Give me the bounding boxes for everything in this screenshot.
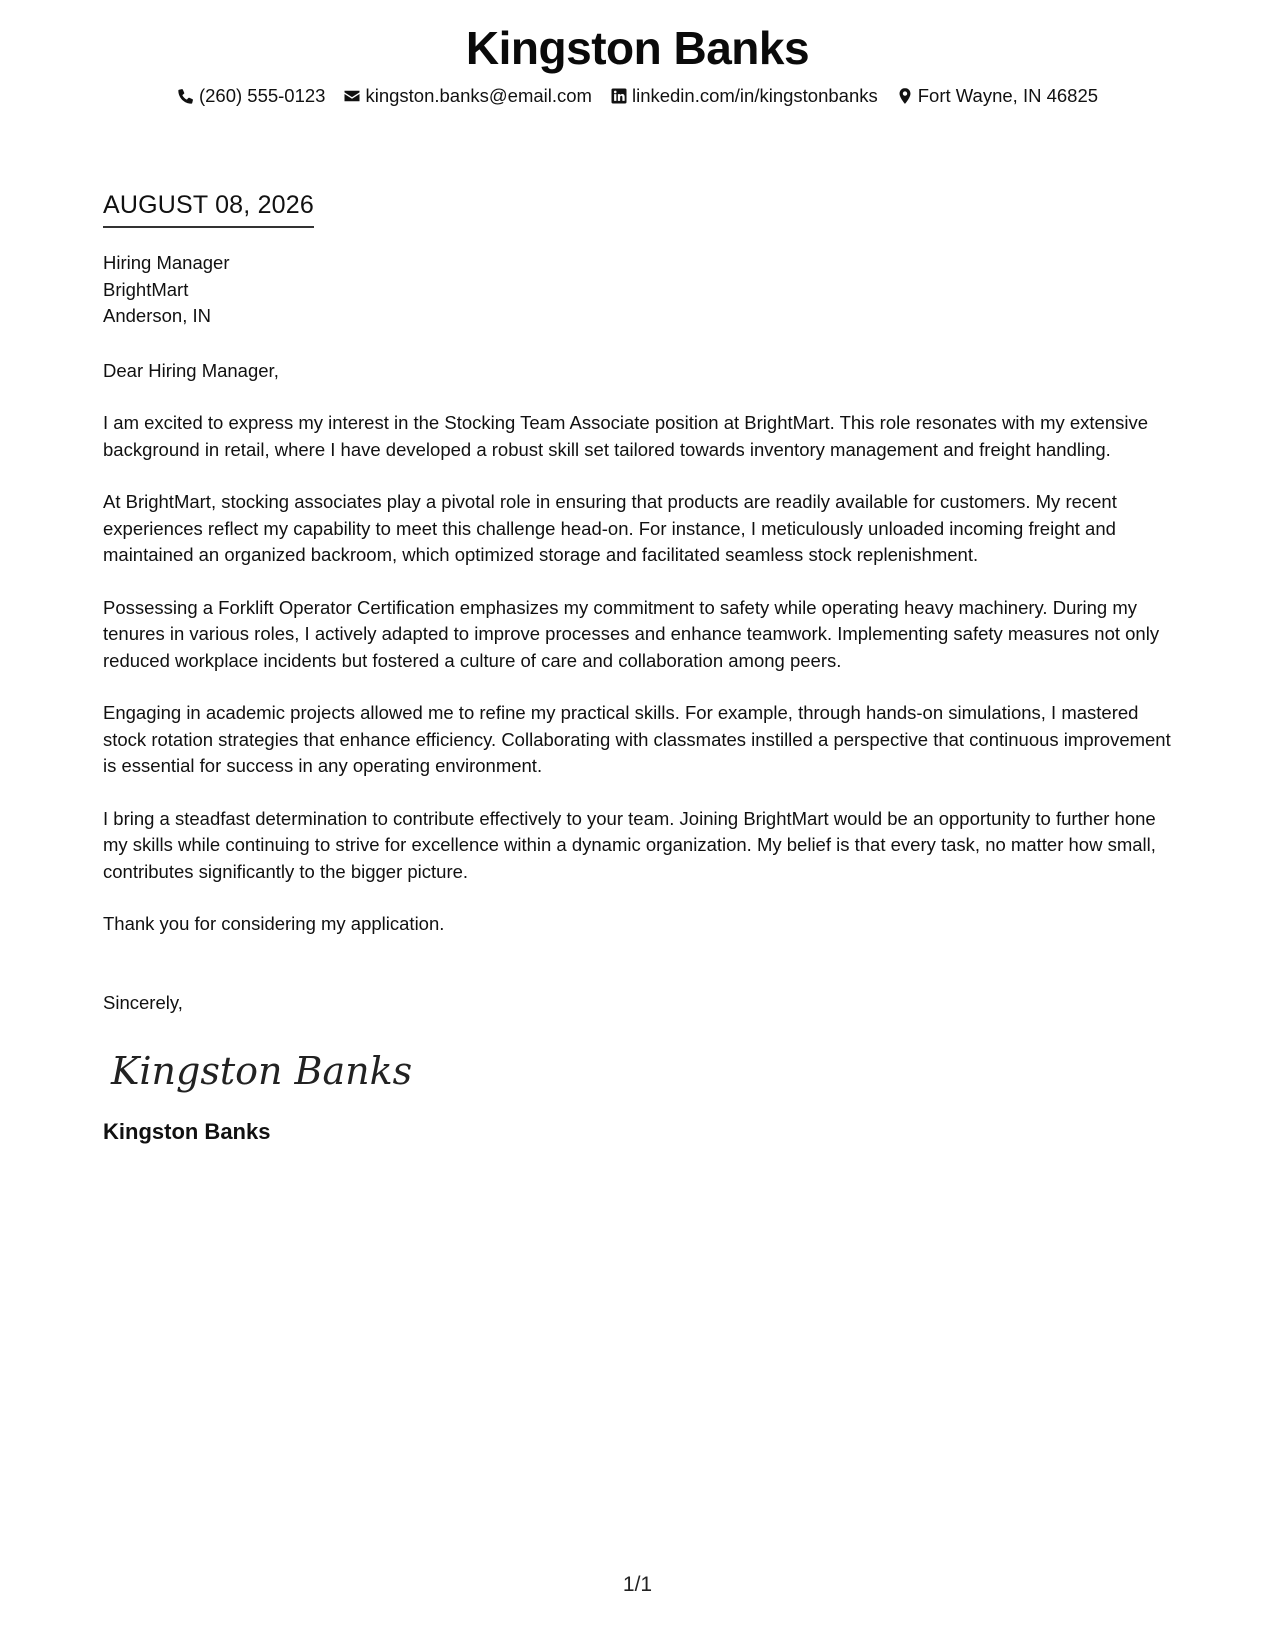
signature-text: Kingston Banks — [111, 1049, 413, 1093]
contact-bar — [0, 84, 1275, 108]
applicant-name: Kingston Banks — [465, 22, 810, 74]
page-number: 1/1 — [622, 1573, 653, 1596]
envelope-icon — [343, 87, 361, 105]
body-paragraph: Possessing a Forklift Operator Certification emphasizes my commitment to safety while operating heavy machinery. During my tenures in various roles, I actively adapted to improve processes and enhance teamwork. Implementing safety measures not only reduced workplace incidents but fostered a culture of care and collaboration among peers. — [103, 596, 1160, 671]
location-text: Fort Wayne, IN 46825 — [917, 85, 1099, 106]
letter-date: AUGUST 08, 2026 — [103, 190, 314, 228]
salutation: Dear Hiring Manager, — [103, 359, 279, 381]
contact-email — [343, 84, 592, 108]
linkedin-text: linkedin.com/in/kingstonbanks — [631, 85, 878, 106]
linkedin-icon — [610, 87, 628, 105]
map-pin-icon — [896, 87, 914, 105]
handwritten-signature — [107, 1042, 413, 1102]
body-paragraph: I am excited to express my interest in the Stocking Team Associate position at BrightMart. This role resonates with my extensive background in retail, where I have developed a robust skill set tailored towards inventory management and freight handling. — [103, 412, 1149, 460]
letter-body — [103, 190, 1178, 1146]
letter-header — [0, 20, 1275, 108]
body-paragraph: Engaging in academic projects allowed me to refine my practical skills. For example, through hands-on simulations, I mastered stock rotation strategies that enhance efficiency. Collaborating with classmates instilled a perspective that continuous improvement is essential for success in any operating environment. — [103, 702, 1171, 776]
body-paragraph: At BrightMart, stocking associates play a pivotal role in ensuring that products are readily available for customers. My recent experiences reflect my capability to meet this challenge head-on. For instance, I meticulously unloaded incoming freight and maintained an organized backroom, which optimized storage and facilitated seamless stock replenishment. — [103, 491, 1117, 565]
recipient-company: BrightMart — [103, 278, 189, 300]
signer-name: Kingston Banks — [103, 1119, 271, 1144]
body-paragraph: I bring a steadfast determination to contribute effectively to your team. Joining BrightMart would be an opportunity to further hone my skills while continuing to strive for excellence within a dynamic organization. My belief is that every task, no matter how small, contributes significantly to the bigger picture. — [103, 807, 1156, 882]
body-paragraph: Thank you for considering my application. — [103, 913, 445, 934]
email-text: kingston.banks@email.com — [365, 85, 592, 106]
recipient-title: Hiring Manager — [103, 252, 230, 273]
phone-icon — [177, 87, 195, 105]
recipient-location: Anderson, IN — [103, 305, 211, 326]
phone-text: (260) 555-0123 — [198, 85, 326, 106]
contact-linkedin — [610, 84, 878, 108]
closing: Sincerely, — [103, 991, 183, 1013]
contact-phone — [177, 84, 326, 108]
contact-location — [896, 84, 1098, 108]
recipient-block — [103, 250, 1178, 330]
